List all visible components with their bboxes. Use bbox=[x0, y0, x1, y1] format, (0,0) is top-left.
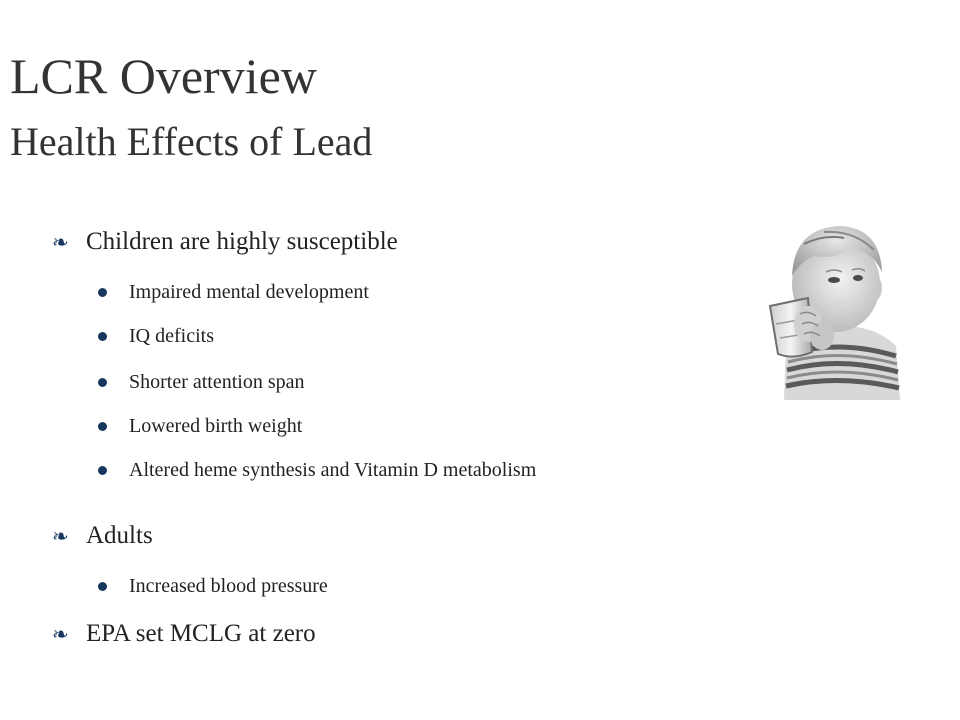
dot-icon bbox=[98, 582, 107, 591]
bullet-text: EPA set MCLG at zero bbox=[86, 620, 316, 647]
bullet-text: Children are highly susceptible bbox=[86, 228, 398, 255]
bullet-adults bbox=[52, 518, 153, 554]
bullet-epa bbox=[52, 616, 316, 652]
sub-bullet-text: Impaired mental development bbox=[129, 280, 369, 303]
sub-bullet bbox=[98, 368, 305, 396]
sub-bullet-text: Lowered birth weight bbox=[129, 414, 303, 437]
child-drinking-glass-photo bbox=[764, 214, 904, 400]
fleuron-icon: ❧ bbox=[52, 231, 69, 254]
dot-icon bbox=[98, 332, 107, 341]
dot-icon bbox=[98, 378, 107, 387]
dot-icon bbox=[98, 466, 107, 475]
slide-title: LCR Overview bbox=[10, 48, 317, 104]
sub-bullet-text: IQ deficits bbox=[129, 324, 214, 347]
sub-bullet bbox=[98, 456, 536, 484]
sub-bullet bbox=[98, 322, 214, 350]
dot-icon bbox=[98, 288, 107, 297]
sub-bullet-text: Shorter attention span bbox=[129, 370, 305, 393]
sub-bullet bbox=[98, 278, 369, 306]
dot-icon bbox=[98, 422, 107, 431]
sub-bullet bbox=[98, 572, 328, 600]
sub-bullet-text: Increased blood pressure bbox=[129, 574, 328, 597]
bullet-text: Adults bbox=[86, 522, 153, 549]
sub-bullet bbox=[98, 412, 302, 440]
fleuron-icon: ❧ bbox=[52, 623, 69, 646]
sub-bullet-text: Altered heme synthesis and Vitamin D metabolism bbox=[129, 458, 537, 481]
fleuron-icon: ❧ bbox=[52, 525, 69, 548]
slide-subtitle: Health Effects of Lead bbox=[10, 119, 373, 164]
bullet-children bbox=[52, 224, 398, 260]
